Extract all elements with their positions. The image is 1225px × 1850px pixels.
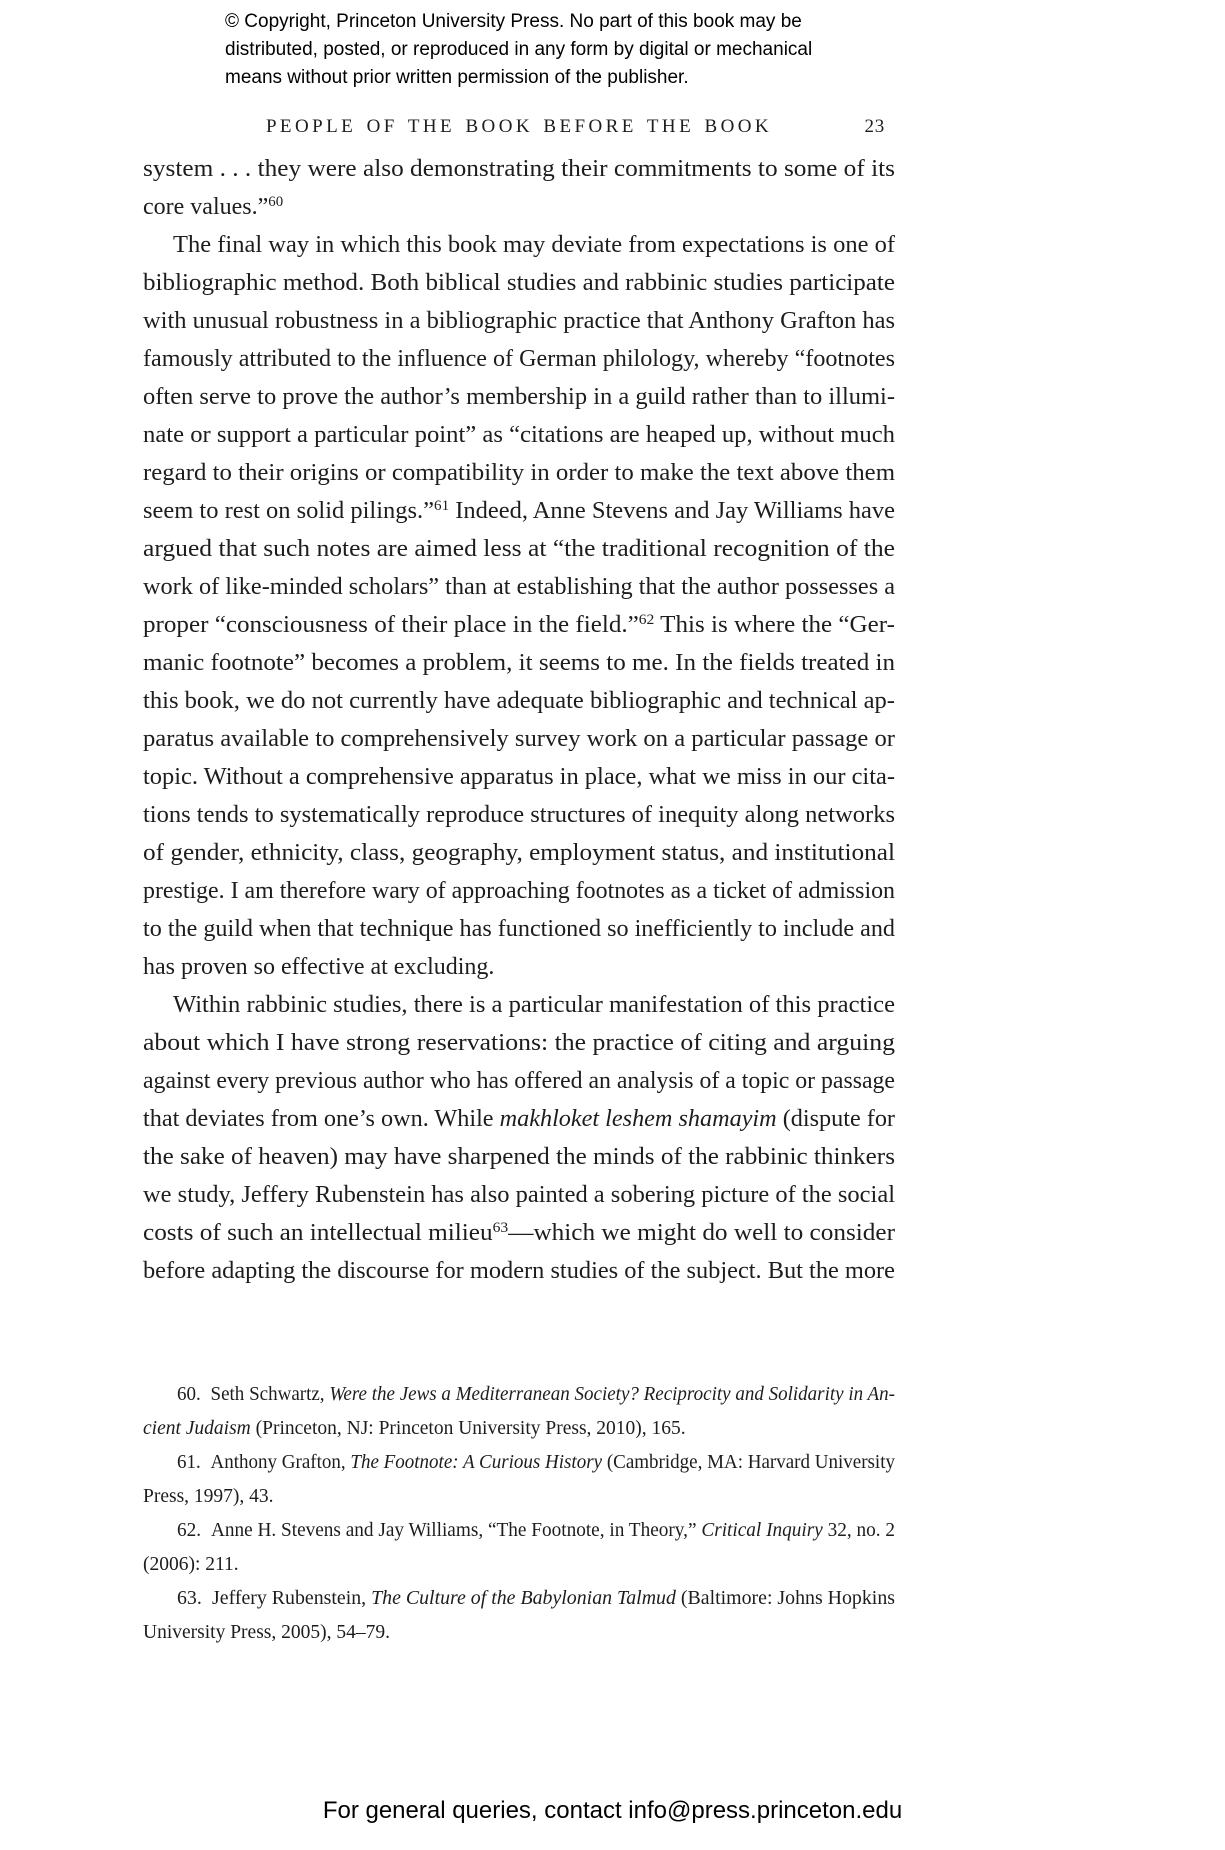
text-segment: (Princeton, NJ: Princeton University Press, 2010), 165. <box>250 1418 686 1439</box>
text-segment: Anne H. Stevens and Jay Williams, “The Footnote, in Theory,” <box>210 1520 702 1541</box>
footnote-line <box>143 1548 895 1582</box>
body-line <box>143 720 895 758</box>
text-segment: often serve to prove the author’s membership in a guild rather than to illumi- <box>143 384 896 410</box>
body-line <box>143 492 895 530</box>
text-segment: paratus available to comprehensively survey work on a particular passage or <box>143 726 895 752</box>
footnote-line <box>143 1446 895 1480</box>
text-segment: work of like-minded scholars” than at establishing that the author possesses a <box>143 574 896 600</box>
text-segment: system . . . they were also demonstrating their commitments to some of its <box>143 156 895 182</box>
body-line <box>143 568 895 606</box>
body-line <box>143 986 895 1024</box>
body-line <box>143 1138 895 1176</box>
body-line <box>143 188 895 226</box>
footnote-reference: 61 <box>433 497 450 514</box>
footnote-line <box>143 1412 895 1446</box>
italic-text: Were the Jews a Mediterranean Society? Reciprocity and Solidarity in An- <box>329 1384 895 1405</box>
text-segment: before adapting the discourse for modern studies of the subject. But the more <box>143 1258 895 1284</box>
italic-text: makhloket leshem shamayim <box>499 1106 777 1132</box>
text-segment: the sake of heaven) may have sharpened the minds of the rabbinic thinkers <box>143 1144 896 1170</box>
footnote-number: 61. <box>177 1452 201 1473</box>
body-line <box>143 1024 895 1062</box>
body-line <box>143 1100 895 1138</box>
italic-text: The Culture of the Babylonian Talmud <box>371 1588 676 1609</box>
text-segment: seem to rest on solid pilings.” <box>143 498 434 524</box>
body-line <box>143 1176 895 1214</box>
text-segment: that deviates from one’s own. While <box>143 1106 500 1132</box>
body-line <box>143 796 895 834</box>
footer-contact: For general queries, contact info@press.princeton.edu <box>322 1797 903 1824</box>
text-segment: this book, we do not currently have adequate bibliographic and technical ap- <box>143 688 895 714</box>
text-segment: manic footnote” becomes a problem, it seems to me. In the fields treated in <box>143 650 895 676</box>
body-line <box>143 1252 895 1290</box>
running-header-title: PEOPLE OF THE BOOK BEFORE THE BOOK <box>265 116 773 137</box>
text-segment: bibliographic method. Both biblical studies and rabbinic studies participate <box>143 270 895 296</box>
text-segment: The final way in which this book may deviate from expectations is one of <box>173 232 895 258</box>
text-segment: This is where the “Ger- <box>654 612 895 638</box>
body-line <box>143 378 895 416</box>
text-segment: core values.” <box>143 194 269 220</box>
text-segment: famously attributed to the influence of German philology, whereby “footnotes <box>143 346 896 372</box>
footnote-line <box>143 1480 895 1514</box>
body-line <box>143 910 895 948</box>
body-line <box>143 872 895 910</box>
body-line <box>143 150 895 188</box>
footnote-reference: 62 <box>638 611 655 628</box>
footnote-reference: 60 <box>268 193 284 210</box>
body-line <box>143 948 895 986</box>
footnote-reference: 63 <box>492 1219 509 1236</box>
body-line <box>143 416 895 454</box>
text-segment: prestige. I am therefore wary of approaching footnotes as a ticket of admission <box>143 878 895 904</box>
footnote-line <box>143 1514 895 1548</box>
footnote-line <box>143 1378 895 1412</box>
body-line <box>143 530 895 568</box>
text-segment: Seth Schwartz, <box>210 1384 330 1405</box>
text-segment: tions tends to systematically reproduce structures of inequity along networks <box>143 802 895 828</box>
body-line <box>143 454 895 492</box>
body-line <box>143 834 895 872</box>
footnote-line <box>143 1582 895 1616</box>
body-line <box>143 682 895 720</box>
text-segment: —which we might do well to consider <box>508 1220 895 1246</box>
text-segment: topic. Without a comprehensive apparatus in place, what we miss in our cita- <box>143 764 895 790</box>
text-segment: costs of such an intellectual milieu <box>143 1220 493 1246</box>
text-segment: nate or support a particular point” as “citations are heaped up, without much <box>143 422 895 448</box>
copyright-notice <box>225 8 812 92</box>
running-header <box>143 116 895 138</box>
body-line <box>143 644 895 682</box>
body-line <box>143 606 895 644</box>
text-segment: proper “consciousness of their place in the field.” <box>143 612 639 638</box>
text-segment: Anthony Grafton, <box>210 1452 351 1473</box>
body-line <box>143 340 895 378</box>
body-line <box>143 302 895 340</box>
text-segment: (dispute for <box>776 1106 895 1132</box>
page-number: 23 <box>864 116 885 137</box>
body-line <box>143 1214 895 1252</box>
footnote-number: 63. <box>177 1588 202 1609</box>
text-segment: against every previous author who has offered an analysis of a topic or passage <box>143 1068 895 1094</box>
copyright-line: means without prior written permission of the publisher. <box>225 67 689 88</box>
text-segment: (Baltimore: Johns Hopkins <box>675 1588 895 1609</box>
body-line <box>143 758 895 796</box>
body-line <box>143 264 895 302</box>
italic-text: The Footnote: A Curious History <box>350 1452 603 1473</box>
text-segment: Jeffery Rubenstein, <box>212 1588 372 1609</box>
text-segment: Press, 1997), 43. <box>143 1486 274 1507</box>
text-segment: to the guild when that technique has functioned so inefficiently to include and <box>143 916 895 942</box>
text-segment: (2006): 211. <box>143 1554 239 1575</box>
text-segment: (Cambridge, MA: Harvard University <box>602 1452 895 1473</box>
footnote-number: 60. <box>177 1384 201 1405</box>
text-segment: regard to their origins or compatibility in order to make the text above them <box>143 460 895 486</box>
text-segment: has proven so effective at excluding. <box>143 954 495 980</box>
footnotes <box>143 1378 895 1650</box>
text-segment: of gender, ethnicity, class, geography, employment status, and institutional <box>143 840 895 866</box>
body-line <box>143 1062 895 1100</box>
body-line <box>143 226 895 264</box>
italic-text: Critical Inquiry <box>701 1520 823 1541</box>
footnote-number: 62. <box>177 1520 202 1541</box>
text-segment: with unusual robustness in a bibliographic practice that Anthony Grafton has <box>143 308 895 334</box>
text-segment: we study, Jeffery Rubenstein has also painted a sobering picture of the social <box>143 1182 896 1208</box>
italic-text: cient Judaism <box>143 1418 251 1439</box>
text-segment: Indeed, Anne Stevens and Jay Williams have <box>449 498 895 524</box>
copyright-line: © Copyright, Princeton University Press. No part of this book may be <box>225 11 802 32</box>
text-segment: Within rabbinic studies, there is a particular manifestation of this practice <box>173 992 895 1018</box>
body-text <box>143 150 895 1290</box>
text-segment: about which I have strong reservations: the practice of citing and arguing <box>143 1030 896 1056</box>
text-segment: argued that such notes are aimed less at “the traditional recognition of the <box>143 536 895 562</box>
copyright-line: distributed, posted, or reproduced in any form by digital or mechanical <box>225 39 813 60</box>
footnote-line <box>143 1616 895 1650</box>
text-segment: University Press, 2005), 54–79. <box>143 1622 390 1643</box>
text-segment: 32, no. 2 <box>822 1520 895 1541</box>
